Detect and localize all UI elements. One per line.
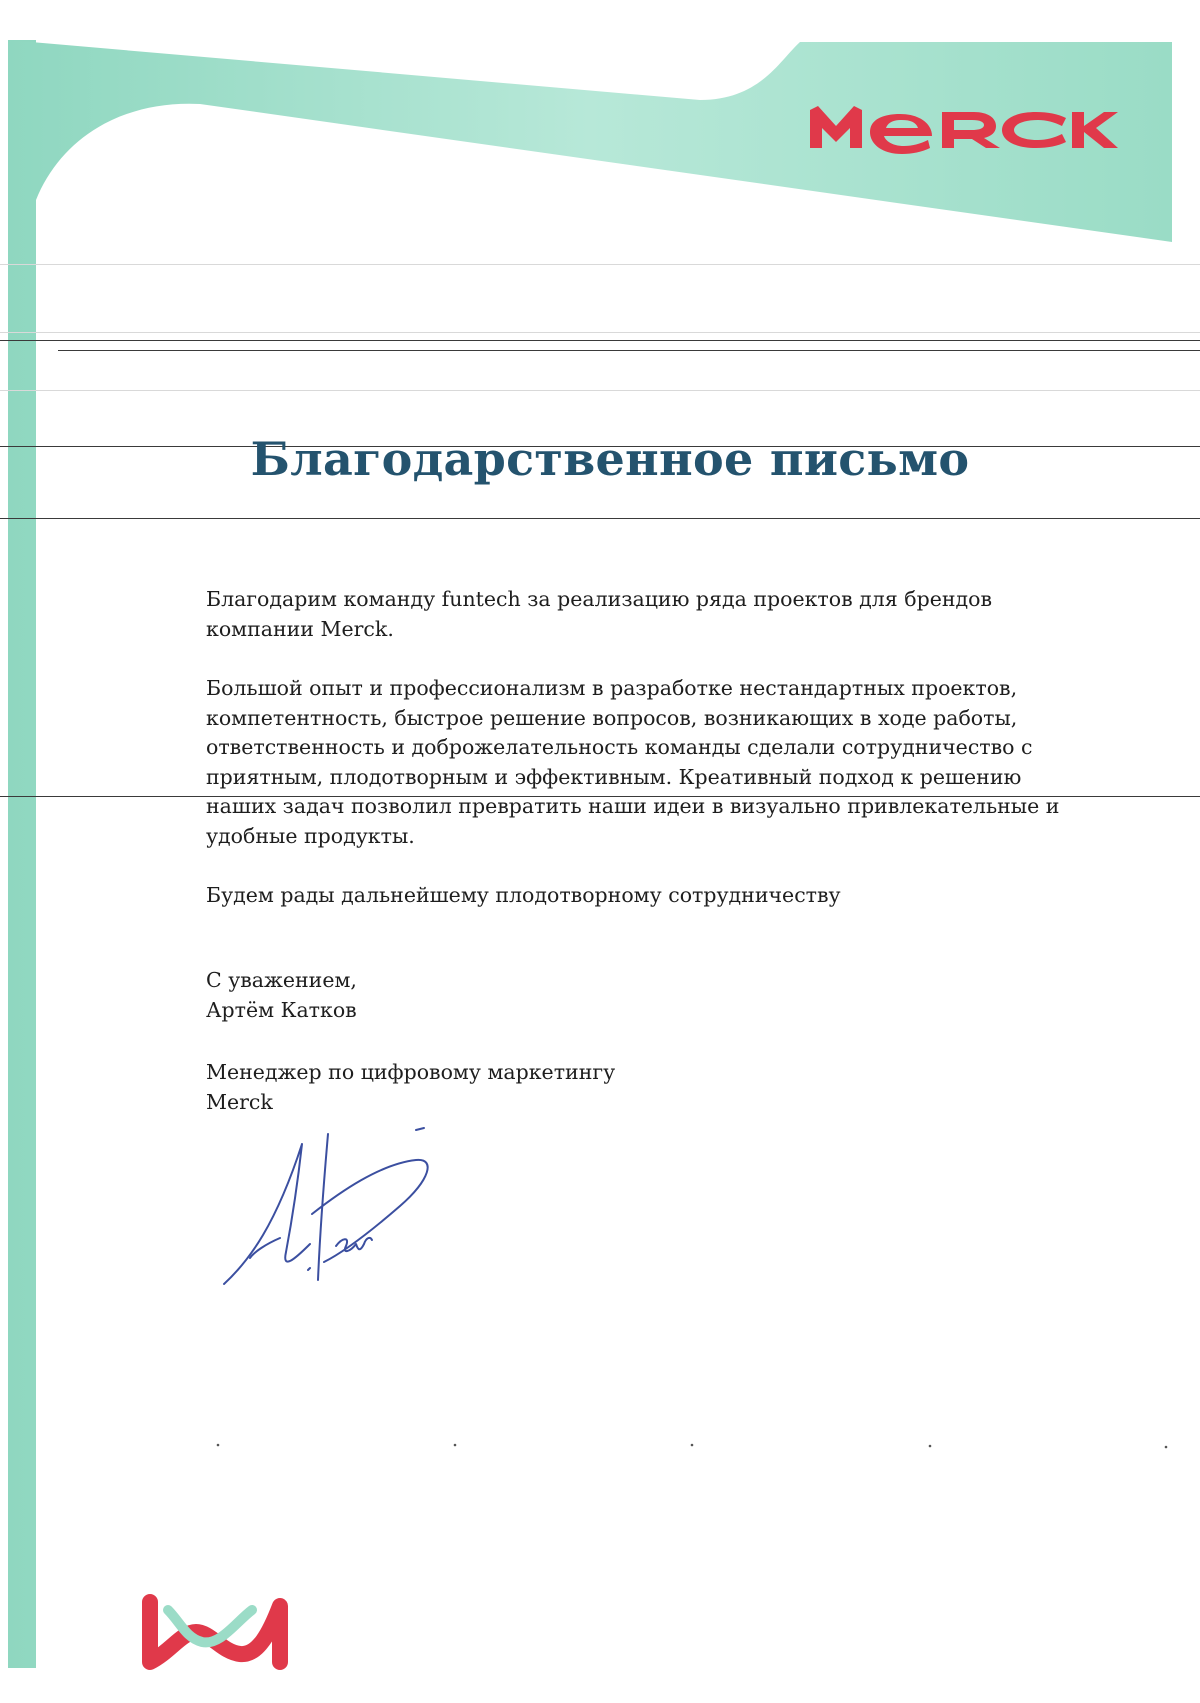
letter-title: Благодарственное письмо — [250, 432, 970, 486]
divider-line — [0, 264, 1200, 265]
paragraph: Благодарим команду funtech за реализацию ряда проектов для брендов компании Merck. — [206, 587, 993, 641]
divider-line — [0, 340, 1200, 341]
handwritten-signature — [220, 1120, 460, 1300]
paragraph: Большой опыт и профессионализм в разработке нестандартных проектов, компетентность, быстрое решение вопросов, возникающих в ходе работы, ответственность и доброжелательность команды сделали сотрудничество с приятным, плодотворным и эффективным. Креативный подход к решению наших задач позволил превратить наши идеи в визуально привлекательные и удобные продукты. — [206, 676, 1060, 848]
signer-info — [206, 1058, 906, 1117]
closing-phrase: С уважением, — [206, 968, 357, 992]
letter-closing — [206, 966, 906, 1025]
paragraph: Будем рады дальнейшему плодотворному сотрудничеству — [206, 883, 841, 907]
divider-line — [0, 518, 1200, 519]
merck-m-logo — [140, 1592, 292, 1672]
signer-name: Артём Катков — [206, 997, 357, 1022]
letter-body — [206, 585, 1086, 941]
signer-company: Merck — [206, 1089, 273, 1114]
divider-line — [0, 332, 1200, 333]
divider-line — [58, 350, 1200, 351]
divider-line — [0, 390, 1200, 391]
scan-dots — [0, 1440, 1200, 1450]
merck-logo — [808, 92, 1118, 162]
signer-position: Менеджер по цифровому маркетингу — [206, 1060, 616, 1084]
